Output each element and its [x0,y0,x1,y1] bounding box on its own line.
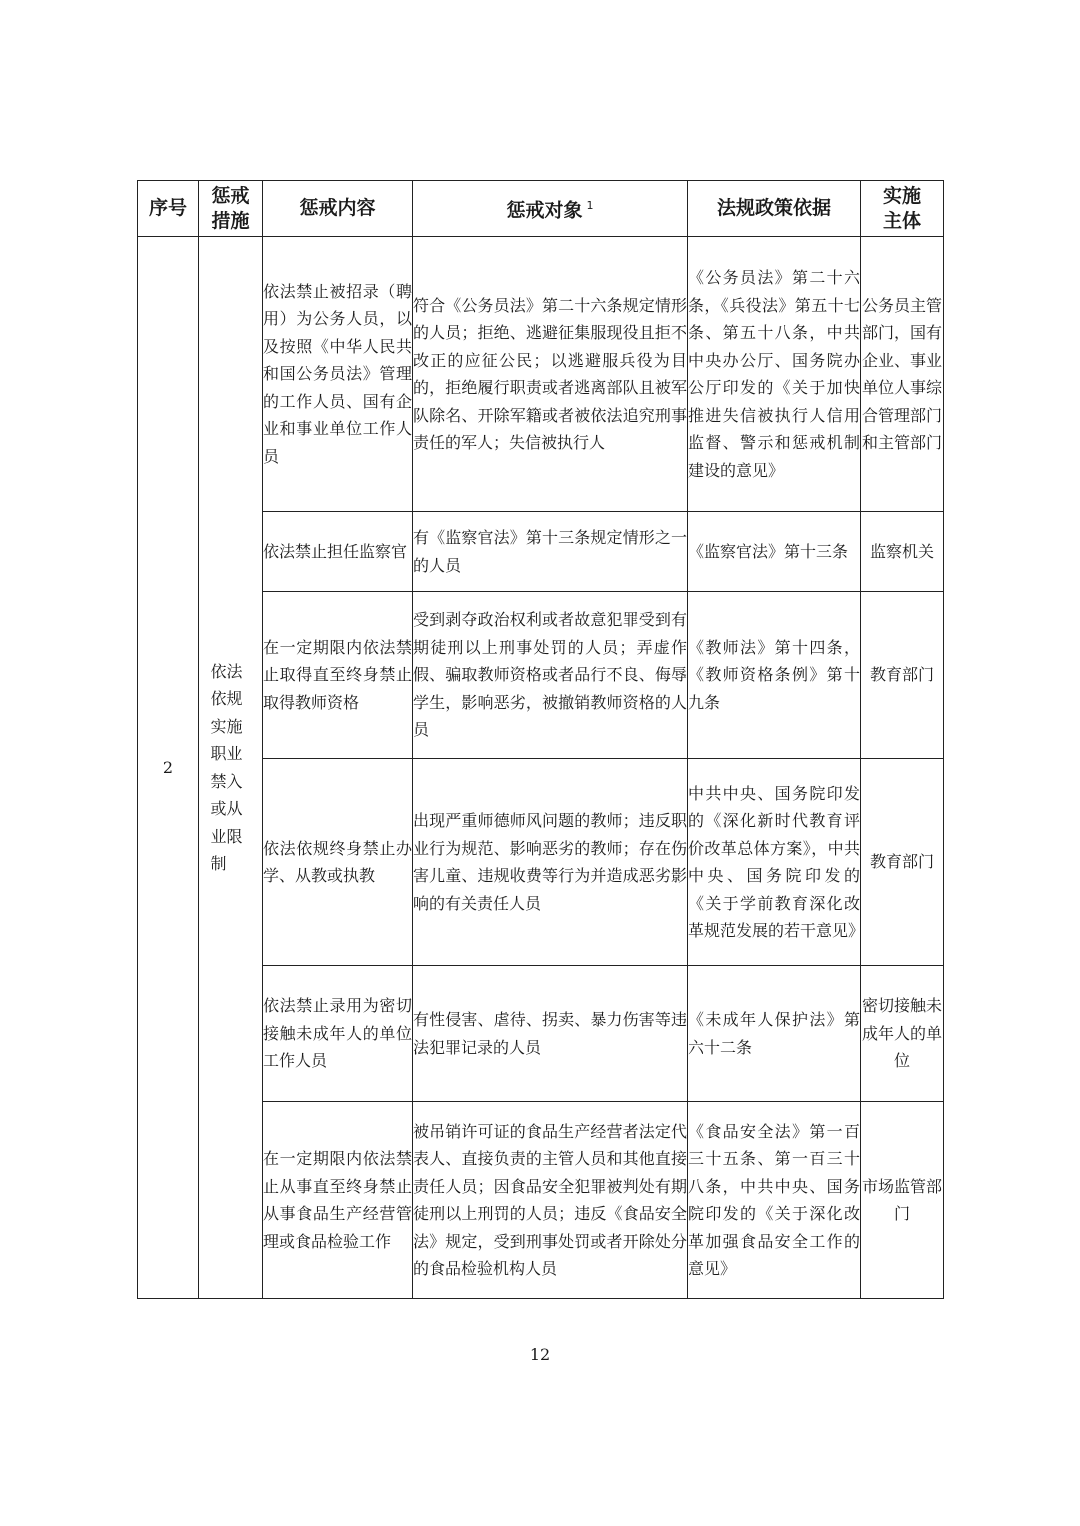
header-measure: 惩戒措施 [199,181,263,237]
row-basis: 中共中央、国务院印发的《深化新时代教育评价改革总体方案》，中共中央、国务院印发的《关于学前教育深化改革规范发展的若干意见》 [688,759,861,966]
row-target: 受到剥夺政治权利或者故意犯罪受到有期徒刑以上刑事处罚的人员；弄虚作假、骗取教师资格或者品行不良、侮辱学生，影响恶劣，被撤销教师资格的人员 [413,592,688,759]
row-target: 被吊销许可证的食品生产经营者法定代表人、直接负责的主管人员和其他直接责任人员；因食品安全犯罪被判处有期徒刑以上刑罚的人员；违反《食品安全法》规定，受到刑事处罚或者开除处分的食品检验机构人员 [413,1102,688,1299]
row-body: 监察机关 [861,512,944,592]
row-content: 在一定期限内依法禁止取得直至终身禁止取得教师资格 [263,592,413,759]
row-basis: 《监察官法》第十三条 [688,512,861,592]
row-target: 有《监察官法》第十三条规定情形之一的人员 [413,512,688,592]
page-number: 12 [529,1345,551,1364]
header-target: 惩戒对象 $^1$ [413,181,688,237]
row-basis: 《未成年人保护法》第六十二条 [688,966,861,1102]
row-body: 市场监管部门 [861,1102,944,1299]
header-basis: 法规政策依据 [688,181,861,237]
header-body: 实施主体 [861,181,944,237]
row-content: 依法禁止录用为密切接触未成年人的单位工作人员 [263,966,413,1102]
group-measure: 依法依规实施职业禁入或从业限制 [199,237,263,1299]
row-target: 出现严重师德师风问题的教师；违反职业行为规范、影响恶劣的教师；存在伤害儿童、违规收费等行为并造成恶劣影响的有关责任人员 [413,759,688,966]
row-content: 依法禁止担任监察官 [263,512,413,592]
group-seq: 2 [138,237,199,1299]
row-target: 有性侵害、虐待、拐卖、暴力伤害等违法犯罪记录的人员 [413,966,688,1102]
row-basis: 《公务员法》第二十六条，《兵役法》第五十七条、第五十八条，中共中央办公厅、国务院办公厅印发的《关于加快推进失信被执行人信用监督、警示和惩戒机制建设的意见》 [688,237,861,512]
row-body: 密切接触未成年人的单位 [861,966,944,1102]
table-header-row [138,181,944,237]
row-content: 依法依规终身禁止办学、从教或执教 [263,759,413,966]
punishment-measures-table [137,180,944,1299]
header-content: 惩戒内容 [263,181,413,237]
row-body: 教育部门 [861,592,944,759]
row-body: 公务员主管部门，国有企业、事业单位人事综合管理部门和主管部门 [861,237,944,512]
row-basis: 《食品安全法》第一百三十五条、第一百三十八条，中共中央、国务院印发的《关于深化改革加强食品安全工作的意见》 [688,1102,861,1299]
row-target: 符合《公务员法》第二十六条规定情形的人员；拒绝、逃避征集服现役且拒不改正的应征公民；以逃避服兵役为目的，拒绝履行职责或者逃离部队且被军队除名、开除军籍或者被依法追究刑事责任的军人；失信被执行人 [413,237,688,512]
row-content: 在一定期限内依法禁止从事直至终身禁止从事食品生产经营管理或食品检验工作 [263,1102,413,1299]
row-content: 依法禁止被招录（聘用）为公务人员，以及按照《中华人民共和国公务员法》管理的工作人员、国有企业和事业单位工作人员 [263,237,413,512]
footnote-marker: 1 [586,199,594,213]
row-basis: 《教师法》第十四条，《教师资格条例》第十九条 [688,592,861,759]
row-body: 教育部门 [861,759,944,966]
header-seq: 序号 [138,181,199,237]
table-row [138,237,944,512]
